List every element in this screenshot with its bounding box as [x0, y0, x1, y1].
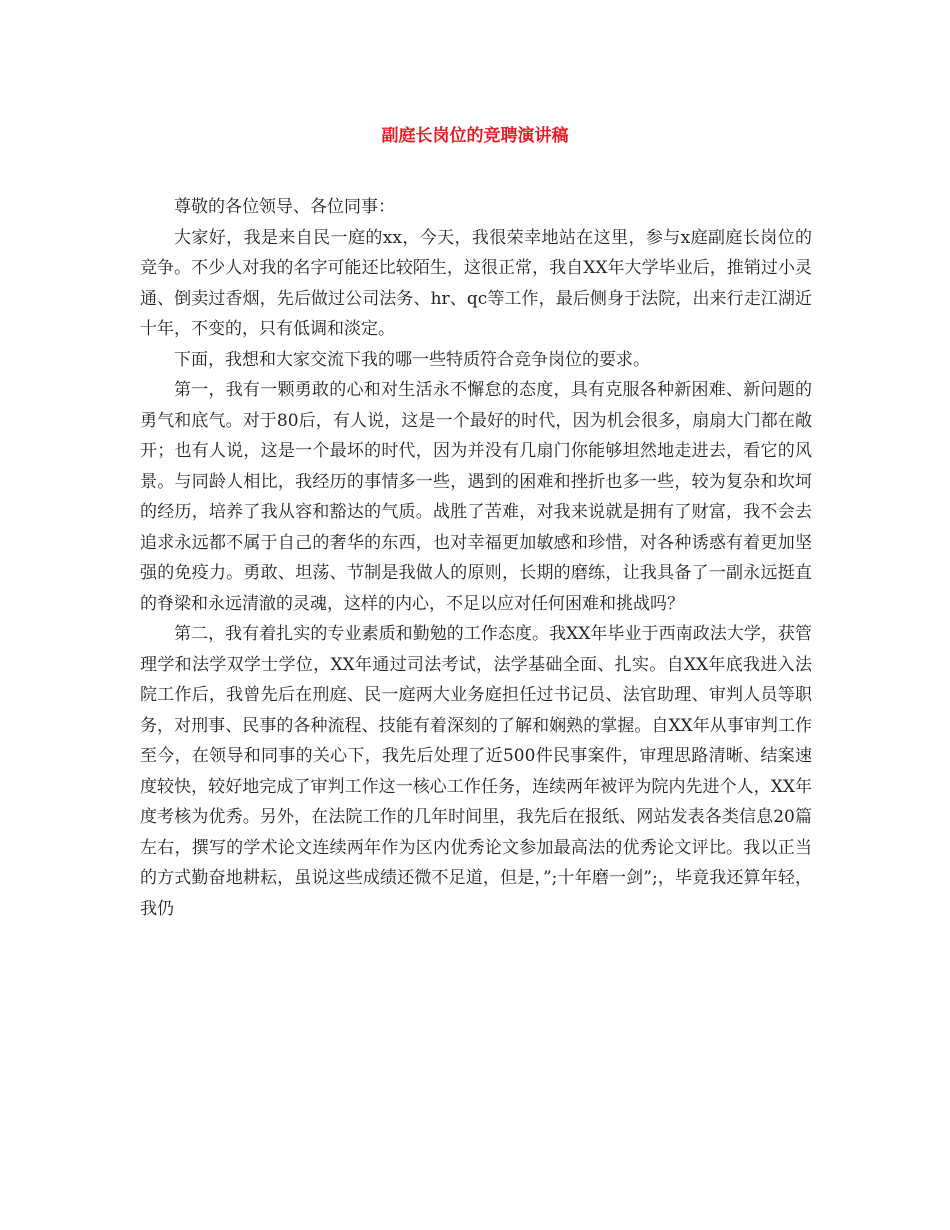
paragraph-salutation: 尊敬的各位领导、各位同事：: [174, 197, 395, 217]
paragraph-introduction: 大家好，我是来自民一庭的xx，今天，我很荣幸地站在这里，参与x庭副庭长岗位的竞争。不少人对我的名字可能还比较陌生，这很正常，我自XX年大学毕业后，推销过小灵通、倒卖过香烟，先后做过公司法务、hr、qc等工作，最后侧身于法院，出来行走江湖近十年，不变的，只有低调和淡定。: [140, 227, 812, 339]
paragraph-point-two: 第二，我有着扎实的专业素质和勤勉的工作态度。我XX年毕业于西南政法大学，获管理学和法学双学士学位，XX年通过司法考试，法学基础全面、扎实。自XX年底我进入法院工作后，我曾先后在刑庭、民一庭两大业务庭担任过书记员、法官助理、审判人员等职务，对刑事、民事的各种流程、技能有着深刻的了解和娴熟的掌握。自XX年从事审判工作至今，在领导和同事的关心下，我先后处理了近500件民事案件，审理思路清晰、结案速度较快，较好地完成了审判工作这一核心工作任务，连续两年被评为院内先进个人，XX年度考核为优秀。另外，在法院工作的几年时间里，我先后在报纸、网站发表各类信息20篇左右，撰写的学术论文连续两年作为区内优秀论文参加最高法的优秀论文评比。我以正当的方式勤奋地耕耘，虽说这些成绩还微不足道，但是，”;十年磨一剑”;，毕竟我还算年轻，我仍: [140, 624, 812, 919]
paragraph-transition: 下面，我想和大家交流下我的哪一些特质符合竞争岗位的要求。: [174, 349, 650, 370]
document-body: [140, 192, 812, 924]
document-title: 副庭长岗位的竞聘演讲稿: [381, 126, 569, 146]
paragraph-point-one: 第一，我有一颗勇敢的心和对生活永不懈怠的态度，具有克服各种新困难、新问题的勇气和底气。对于80后，有人说，这是一个最好的时代，因为机会很多，扇扇大门都在敞开；也有人说，这是一个最坏的时代，因为并没有几扇门你能够坦然地走进去，看它的风景。与同龄人相比，我经历的事情多一些，遇到的困难和挫折也多一些，较为复杂和坎坷的经历，培养了我从容和豁达的气质。战胜了苦难，对我来说就是拥有了财富，我不会去追求永远都不属于自己的奢华的东西，也对幸福更加敏感和珍惜，对各种诱惑有着更加坚强的免疫力。勇敢、坦荡、节制是我做人的原则，长期的磨练，让我具备了一副永远挺直的脊梁和永远清澈的灵魂，这样的内心，不足以应对任何困难和挑战吗？: [140, 380, 812, 614]
